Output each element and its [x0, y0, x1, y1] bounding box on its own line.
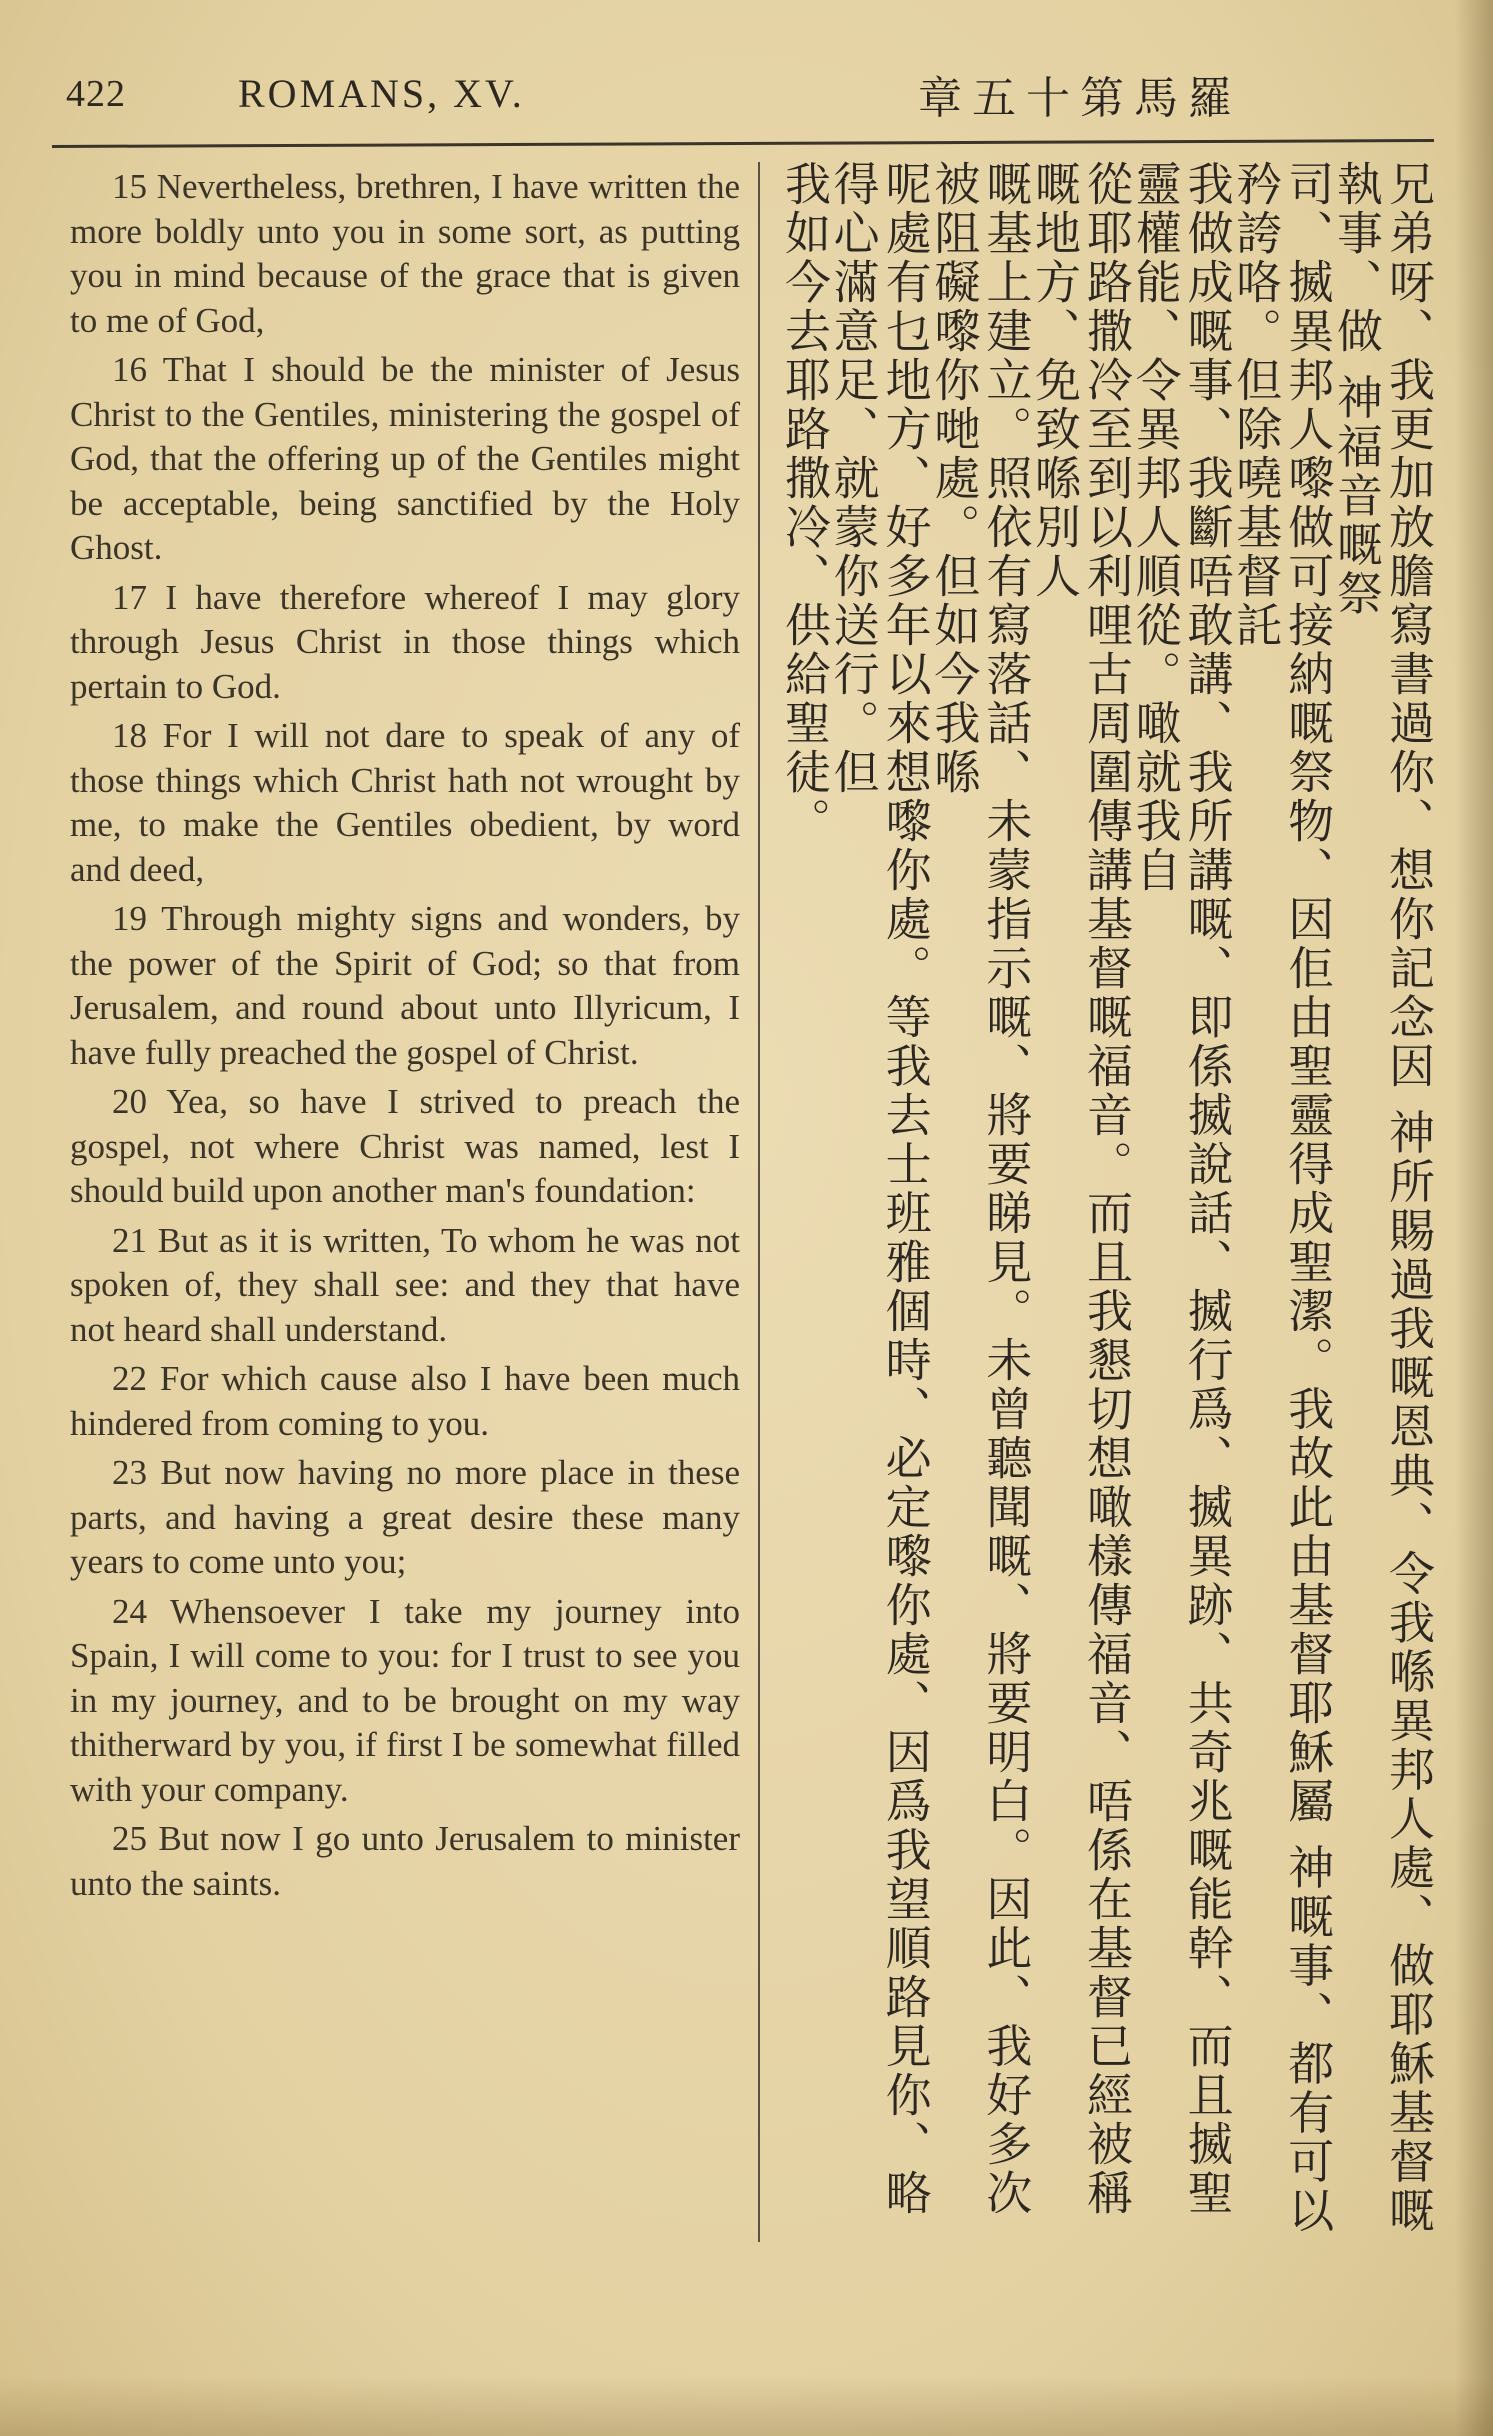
chinese-line: 呢處有乜地方、好多年以來想嚟你處。等我去士班雅個時、必定嚟你處、因爲我望順路見你、略得心滿意足、就蒙你送行。但	[826, 160, 933, 2218]
chinese-line: 我做成嘅事、我斷唔敢講、我所講嘅、即係揻說話、揻行爲、揻異跡、共奇兆嘅能幹、而且揻聖靈權能、令異邦人順從。噉就我自	[1128, 160, 1235, 2218]
chinese-chapter-title: 羅馬第十五章	[918, 73, 1242, 124]
verse-23: 23 But now having no more place in these parts, and having a great desire these many years to come unto you;	[70, 1453, 740, 1581]
verse-20: 20 Yea, so have I strived to preach the gospel, not where Christ was named, lest I should build upon another man's foundation:	[70, 1082, 740, 1210]
column-divider	[758, 162, 760, 2242]
verse-17: 17 I have therefore whereof I may glory through Jesus Christ in those things which pertain to God.	[70, 577, 740, 706]
page-header	[0, 0, 1493, 150]
english-text-column	[70, 165, 740, 2255]
chinese-line: 我如今去耶路撒冷、供給聖徒。	[778, 160, 832, 846]
chinese-line: 嘅基上建立。照依有寫落話、未蒙指示嘅、將要睇見。未曾聽聞嘅、將要明白。因此、我好多次被阻礙嚟你哋處。但如今我喺	[927, 160, 1034, 2218]
verse-16: 16 That I should be the minister of Jesus Christ to the Gentiles, ministering the gospel of God, that the offering up of the Gentiles might be acceptable, being sanctified by the Holy Ghost.	[70, 350, 740, 567]
page-number: 422	[66, 73, 126, 115]
chinese-line: 兄弟呀、我更加放膽寫書過你、想你記念因 神所賜過我嘅恩典、令我喺異邦人處、做耶穌基督嘅執事、做 神福音嘅祭	[1329, 160, 1436, 2236]
page-edge-shadow	[1455, 0, 1493, 2436]
chinese-line: 司、揻異邦人嚟做可接納嘅祭物、因佢由聖靈得成聖潔。我故此由基督耶穌屬 神嘅事、都有可以矜誇咯。但除嘵基督託	[1229, 160, 1336, 2236]
verse-22: 22 For which cause also I have been much hindered from coming to you.	[70, 1359, 740, 1443]
page-bottom-shadow	[0, 2376, 1493, 2436]
verse-21: 21 But as it is written, To whom he was not spoken of, they shall see: and they that have not heard shall understand.	[70, 1220, 740, 1349]
verse-15: 15 Nevertheless, brethren, I have written the more boldly unto you in some sort, as putting you in mind because of the grace that is given to me of God,	[70, 167, 740, 340]
running-title: ROMANS, XV.	[238, 71, 525, 116]
chinese-line: 從耶路撒冷至到以利哩古周圍傳講基督嘅福音。而且我懇切想噉樣傳福音、唔係在基督已經被稱嘅地方、免致喺別人	[1027, 160, 1134, 2218]
verse-25: 25 But now I go unto Jerusalem to minister unto the saints.	[70, 1819, 740, 1903]
verse-19: 19 Through mighty signs and wonders, by the power of the Spirit of God; so that from Jerusalem, and round about unto Illyricum, I have fully preached the gospel of Christ.	[70, 899, 740, 1072]
verse-18: 18 For I will not dare to speak of any of those things which Christ hath not wrought by me, to make the Gentiles obedient, by word and deed,	[70, 716, 740, 889]
chinese-text-column	[775, 160, 1435, 2260]
verse-24: 24 Whensoever I take my journey into Spain, I will come to you: for I trust to see you in my journey, and to be brought on my way thitherward by you, if first I be somewhat filled with your company.	[70, 1591, 740, 1809]
